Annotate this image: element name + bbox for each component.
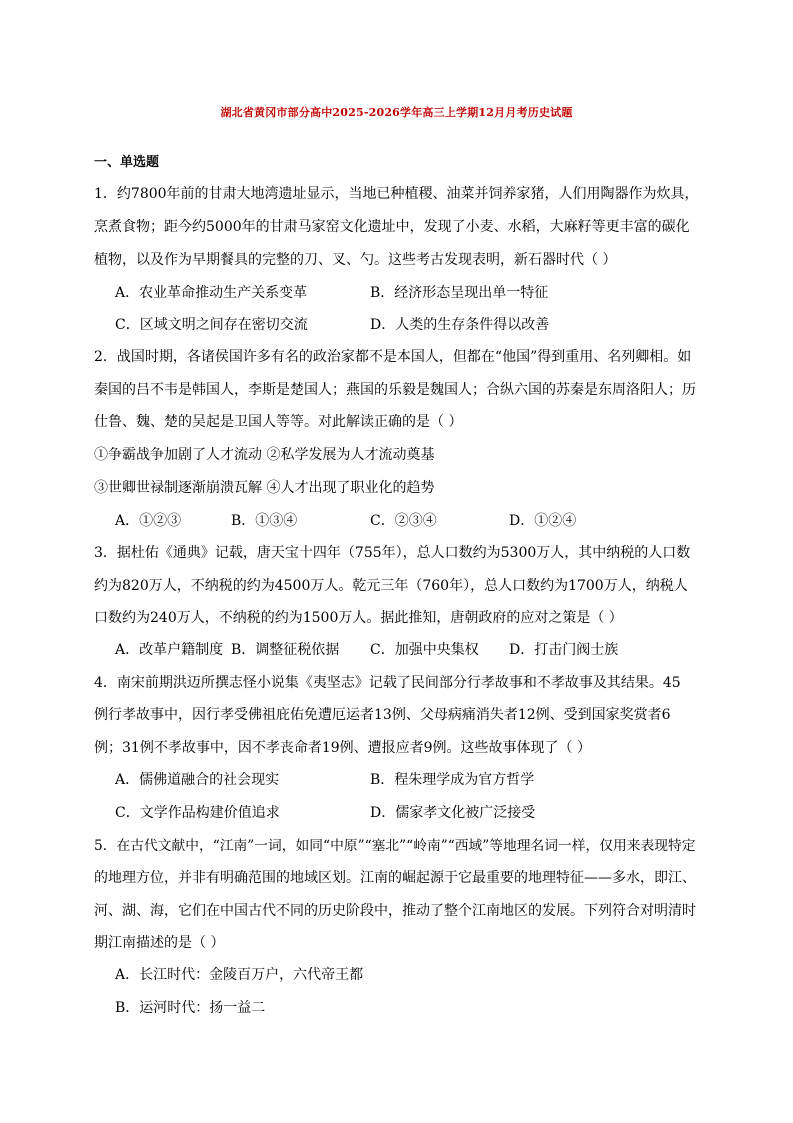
question-1-option-c: C．区域文明之间存在密切交流 [115,317,308,333]
question-4-line-2: 例行孝故事中，因行孝受佛祖庇佑免遭厄运者13例、父母病痛消失者12例、受到国家奖赏者6 [94,707,671,723]
question-4-option-b: B．程朱理学成为官方哲学 [370,772,535,788]
question-2-line-3: 仕鲁、魏、楚的吴起是卫国人等等。对此解读正确的是（ ） [94,414,463,430]
question-2-option-c: C．②③④ [370,513,437,529]
question-5-line-4: 期江南描述的是（ ） [94,935,225,951]
question-4-option-d: D．儒家孝文化被广泛接受 [370,805,536,821]
question-1-line-3: 植物，以及作为早期餐具的完整的刀、叉、勺。这些考古发现表明，新石器时代（ ） [94,252,617,268]
question-4-option-c: C．文学作品构建价值追求 [115,805,280,821]
question-5-line-1: 5．在古代文献中，“江南”一词，如同“中原”“塞北”“岭南”“西域”等地理名词一样，仅用来表现特定 [94,838,696,854]
question-1-line-2: 烹煮食物；距今约5000年的甘肃马家窑文化遗址中，发现了小麦、水稻，大麻籽等更丰富的碳化 [94,219,690,235]
question-3-option-a: A．改革户籍制度 [115,642,224,658]
question-4-line-3: 例；31例不孝故事中，因不孝丧命者19例、遭报应者9例。这些故事体现了（ ） [94,740,591,756]
question-2-line-2: 秦国的吕不韦是韩国人，李斯是楚国人；燕国的乐毅是魏国人；合纵六国的苏秦是东周洛阳人；历 [94,382,696,398]
question-5-line-3: 河、湖、海，它们在中国古代不同的历史阶段中，推动了整个江南地区的发展。下列符合对明清时 [94,903,696,919]
question-2-option-a: A．①②③ [115,513,182,529]
question-1-line-1: 1．约7800年前的甘肃大地湾遗址显示，当地已种植稷、油菜并饲养家猪，人们用陶器作为炊具， [94,186,699,202]
question-3-option-d: D．打击门阀士族 [509,642,619,658]
section-heading: 一、单选题 [94,155,160,170]
question-5-line-2: 的地理方位，并非有明确范围的地域区划。江南的崛起源于它最重要的地理特征——多水，即江、 [94,870,696,886]
question-2-line-1: 2．战国时期，各诸侯国许多有名的政治家都不是本国人，但都在“他国”得到重用、名列卿相。如 [94,349,692,365]
page-title: 湖北省黄冈市部分高中2025-2026学年高三上学期12月月考历史试题 [220,106,573,119]
question-2-option-d: D．①②④ [509,513,577,529]
question-4-option-a: A．儒佛道融合的社会现实 [115,772,280,788]
question-3-line-1: 3．据杜佑《通典》记载，唐天宝十四年（755年），总人口数约为5300万人，其中纳税的人口数 [94,545,691,561]
question-2-option-b: B．①③④ [231,513,298,529]
question-4-line-1: 4．南宋前期洪迈所撰志怪小说集《夷坚志》记载了民间部分行孝故事和不孝故事及其结果。45 [94,675,681,691]
question-1-option-a: A．农业革命推动生产关系变革 [115,285,308,301]
question-3-line-3: 口数约为240万人，不纳税的约为1500万人。据此推知，唐朝政府的应对之策是（ ） [94,610,623,626]
question-3-option-c: C．加强中央集权 [370,642,479,658]
question-3-line-2: 约为820万人，不纳税的约为4500万人。乾元三年（760年），总人口数约为1700万人，纳税人 [94,578,688,594]
question-5-option-b: B．运河时代：扬一益二 [115,1000,266,1016]
question-1-option-b: B．经济形态呈现出单一特征 [370,285,549,301]
question-3-option-b: B．调整征税依据 [231,642,340,658]
question-2-statements-2: ③世卿世禄制逐渐崩溃瓦解 ④人才出现了职业化的趋势 [94,480,435,496]
question-2-statements-1: ①争霸战争加剧了人才流动 ②私学发展为人才流动奠基 [94,447,435,463]
question-5-option-a: A．长江时代：金陵百万户，六代帝王都 [115,967,364,983]
question-1-option-d: D．人类的生存条件得以改善 [370,317,550,333]
